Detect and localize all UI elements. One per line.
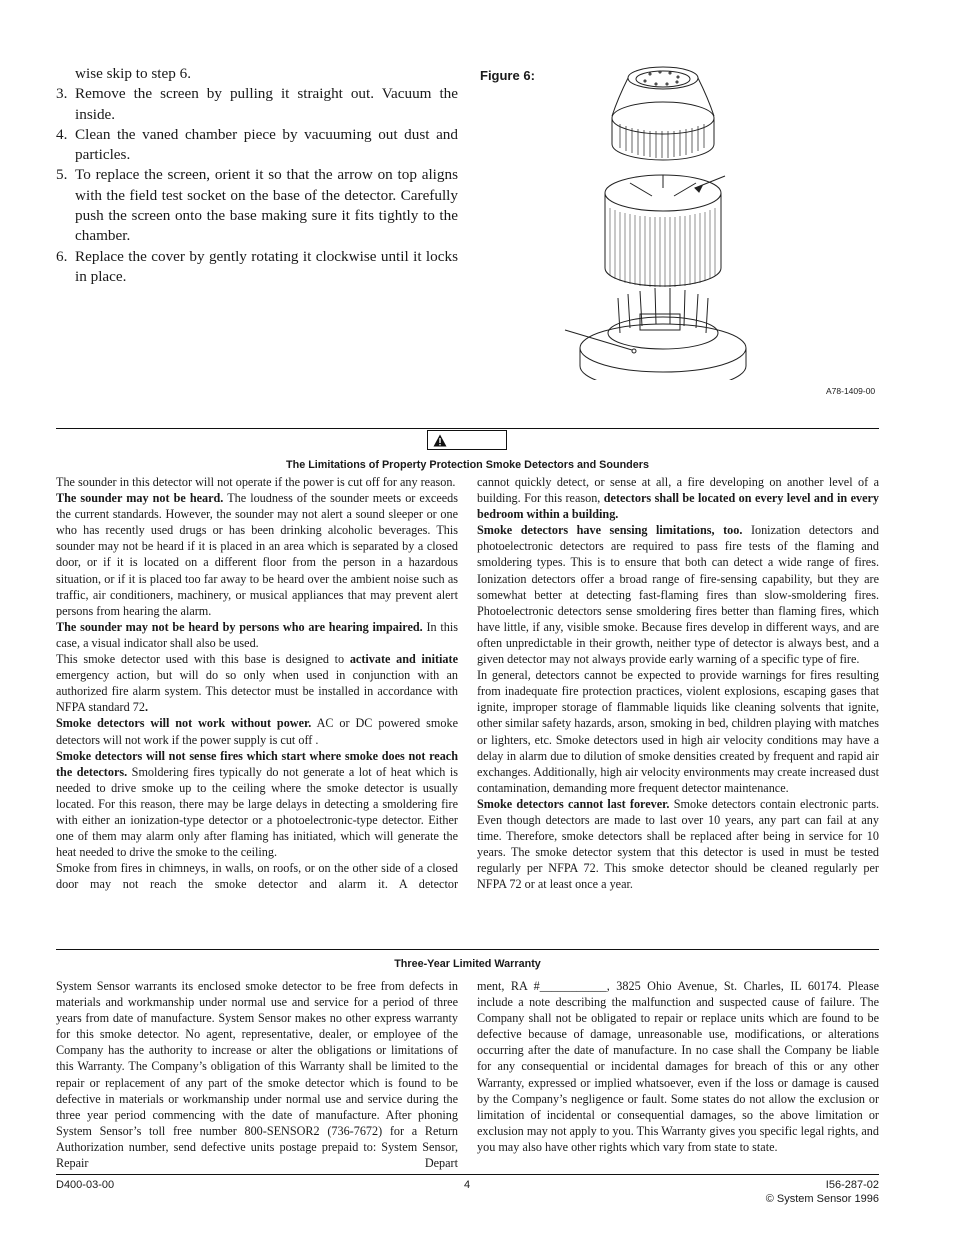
limitations-column-right: [477, 474, 879, 892]
limitations-paragraph: The sounder in this detector will not operate if the power is cut off for any reason.: [56, 475, 456, 489]
page-number: 4: [464, 1179, 471, 1191]
step-text: Replace the cover by gently rotating it clockwise until it locks in place.: [75, 247, 458, 285]
limitations-paragraph: Smoke detectors will not sense fires which start where smoke does not reach the detectors. Smoldering fires typically do not generate a lot of heat which is needed to drive smoke up to the ceiling where the smoke detector is usually located. For this reason, there may be large delays in detecting a smoldering fire with either an ionization-type detector or a photoelectronic-type detector. Either one of them may alarm only after flaming has initiated, which will generate the heat needed to drive the smoke to the ceiling.: [56, 748, 459, 860]
limitations-paragraph: The sounder may not be heard. The loudness of the sounder meets or exceeds the current standards. However, the sounder may not alert a sound sleeper or one who has recently used drugs or has been drinking alcoholic beverages. This sounder may not be heard if it is placed in an area which is separated by a closed door, or if it is located on a different floor from the person in a hazardous situation, or if it is placed too far away to be heard over the ambient noise such as traffic, air conditioners, machinery, or musical appliances that may prevent alert persons from hearing the alarm.: [56, 491, 458, 618]
step-text: Remove the screen by pulling it straight out. Vacuum the inside.: [75, 85, 458, 123]
limitations-paragraph-split: Smoke from fires in chimneys, in walls, on roofs, or on the other side of a closed door may not reach the smoke detector and alarm it. A detector: [56, 861, 458, 892]
limitations-paragraph: In general, detectors cannot be expected to provide warnings for fires resulting from inadequate fire protection practices, violent explosions, escaping gases that ignite, improper storage of flammable liquids like cleaning solvents that ignite, other similar safety hazards, arson, smoking in bed, children playing with matches or lighters, etc. Smoke detectors used in high air velocity conditions may have a delay in alarm due to dilution of smoke densities created by frequent and rapid air exchanges. Additionally, high air velocity environments may create increased dust contamination, demanding more frequent detector maintenance.: [477, 668, 879, 795]
step-continuation: wise skip to step 6.: [75, 65, 192, 82]
step-number: 3.: [56, 85, 68, 103]
warranty-heading: Three-Year Limited Warranty: [394, 958, 541, 970]
step-item: [56, 84, 458, 125]
footer-right: [760, 1178, 879, 1206]
warning-triangle-icon: [433, 434, 447, 447]
document-number: D400-03-00: [56, 1179, 115, 1191]
figure-label: Figure 6:: [480, 68, 535, 83]
step-number: 6.: [56, 247, 68, 265]
detector-exploded-illustration: [560, 58, 760, 380]
step-item: [56, 247, 458, 288]
limitations-paragraph: Smoke detectors will not work without power. AC or DC powered smoke detectors will not work if the power supply is cut off .: [56, 716, 458, 747]
warranty-column-left: [56, 978, 458, 1171]
section-divider: [56, 428, 879, 429]
warning-banner: [427, 430, 507, 450]
footer-divider: [56, 1174, 879, 1175]
figure-code: A78-1409-00: [826, 386, 876, 396]
step-number: 5.: [56, 166, 68, 184]
copyright: © System Sensor 1996: [765, 1193, 879, 1205]
step-item: [56, 165, 458, 246]
limitations-paragraph: This smoke detector used with this base is designed to activate and initiate emergency action, but will do so only when used in conjunction with an authorized fire alarm system. This detector must be installed in accordance with NFPA standard 72.: [56, 652, 458, 715]
part-number: I56-287-02: [825, 1179, 879, 1191]
warranty-text: System Sensor warrants its enclosed smoke detector to be free from defects in materials and workmanship under normal use and service for a period of three years from date of manufacture. System Sensor makes no other express warranty for this smoke detector. No agent, representative, dealer, or employee of the Company has the authority to increase or alter the obligations or limitations of this Warranty. The Company’s obligation of this Warranty shall be limited to the repair or replacement of any part of the smoke detector which is found to be defective in materials or workmanship under normal use and service during the three year period commencing with the date of manufacture. After phoning System Sensor’s toll free number 800-SENSOR2 (736-7672) for a Return Authorization number, send defective units postage prepaid to: System Sensor, Repair Depart: [56, 979, 458, 1171]
limitations-paragraph: Smoke detectors cannot last forever. Smoke detectors contain electronic parts. Even though detectors are made to last over 10 years, any part can fail at any time. Therefore, smoke detectors shall be replaced after being in service for 10 years. The smoke detector system that this detector is used in must be tested regularly per NFPA 72. This smoke detector should be cleaned regularly per NFPA 72 or at least once a year.: [477, 796, 879, 892]
limitations-column-left: [56, 474, 458, 892]
warranty-column-right: [477, 978, 879, 1155]
limitations-paragraph: Smoke detectors have sensing limitations, too. Ionization detectors and photoelectronic detectors are required to pass fire tests of the flaming and smoldering types. This is to ensure that both can detect a wide range of fires. Ionization detectors offer a broad range of fire-sensing capability, but they are somewhat better at detecting fast-flaming fires than slow-smoldering fires. Photoelectronic detectors sense smoldering fires better than flaming fires, which have little, if any, visible smoke. Because fires develop in different ways, and are often unpredictable in their growth, neither type of detector is always best, and a given detector may not always provide early warning of a specific type of fire.: [477, 523, 879, 667]
step-text: To replace the screen, orient it so that the arrow on top aligns with the field test socket on the base of the detector. Carefully push the screen onto the base making sure it fits tightly to the chamber.: [75, 166, 458, 245]
warranty-text-continued: ment, RA #___________, 3825 Ohio Avenue, St. Charles, IL 60174. Please include a note describing the malfunction and suspected cause of failure. The Company shall not be obligated to repair or replace units which are found to be defective because of damage, unreasonable use, modifications, or alterations occurring after the date of manufacture. In no case shall the Company be liable for any consequential or incidental damages for breach of this or any other Warranty, expressed or implied whatsoever, even if the loss or damage is caused by the Company’s negligence or fault. Some states do not allow the exclusion or limitation of incidental or consequential damages, so the above limitation or exclusion may not apply to you. This Warranty gives you specific legal rights, and you may also have other rights which vary from state to state.: [477, 979, 879, 1154]
section-divider: [56, 949, 879, 950]
limitations-paragraph-continued: cannot quickly detect, or sense at all, a fire developing on another level of a building. For this reason, detectors shall be located on every level and in every bedroom within a building.: [477, 475, 879, 522]
limitations-paragraph: The sounder may not be heard by persons who are hearing impaired. In this case, a visual indicator shall also be used.: [56, 619, 458, 650]
step-item: [56, 125, 458, 166]
installation-steps: [56, 64, 458, 287]
step-number: 4.: [56, 125, 68, 143]
step-text: Clean the vaned chamber piece by vacuuming out dust and particles.: [75, 125, 458, 164]
limitations-heading: The Limitations of Property Protection Smoke Detectors and Sounders: [286, 459, 649, 471]
